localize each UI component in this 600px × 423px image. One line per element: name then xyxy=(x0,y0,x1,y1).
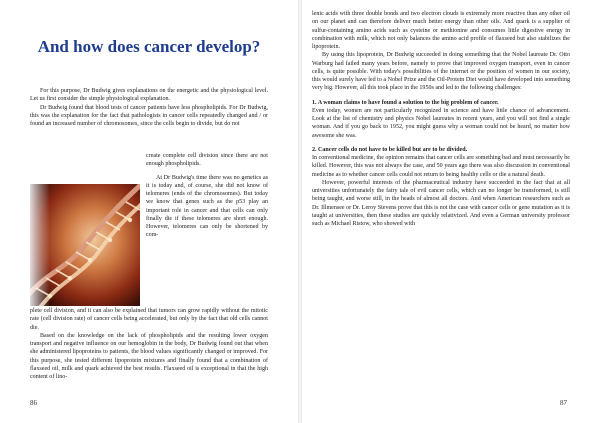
paragraph: plete cell division, and it can also be explained that tumors can grow rapidly without the mitotic rate (cell division rate) of cancer cells being accelerated, but only by the fact that old cells cannot die. xyxy=(30,308,268,331)
left-text-bottom xyxy=(30,307,268,381)
page-number: 87 xyxy=(560,399,567,407)
paragraph: At Dr Budwig's time there was no genetics as it is today and, of course, she did not know of telomeres (ends of the chromosomes). But today we know that genes such as the p53 play an important role in cancer and that cells can only finally die if these telomeres are short enough. However, telomeres can only be shortened by com- xyxy=(146,174,268,239)
dna-helix-illustration xyxy=(30,184,140,306)
paragraph: In conventional medicine, the opinion remains that cancer cells are something bad and must necessarily be killed. However, this was not always the case, and 50 years ago there was also discussion in conventional medicine as to whether cancer cells could not return to being healthy cells or die a natural death. xyxy=(312,155,570,178)
paragraph: Dr Budwig found that blood tests of cancer patients have less phospholipids. For Dr Budwig, this was the explanation for the fact that pathologists in cancer cells repeatedly changed and / or found an increased number of chromosomes, since the cells begin to divide, but do not xyxy=(30,104,268,127)
left-text-wrap xyxy=(146,152,268,240)
right-page xyxy=(302,0,598,423)
paragraph: Based on the knowledge on the lack of phospholipids and the resulting lower oxygen transport and negative influence on our hemoglobin in the body, Dr Budwig found out that when she administered lipoproteins to patients, the blood values significantly changed or improved. For this purpose, she tested different lipoprotein mixtures and finally found that a combination of flaxseed oil, milk and quark achieved the best results. Flaxseed oil is exceptional in that the high content of lino- xyxy=(30,332,268,380)
section-heading: 1. A woman claims to have found a solution to the big problem of cancer. xyxy=(312,99,499,106)
chapter-title: And how does cancer develop? xyxy=(37,37,261,56)
paragraph: create complete cell division since there are not enough phospholipids. xyxy=(146,153,268,168)
paragraph: For this purpose, Dr Budwig gives explanations on the energetic and the physiological level. Let us first consider the simple physiological explanation. xyxy=(30,88,268,103)
left-page xyxy=(0,0,296,423)
paragraph: However, powerful interests of the pharmaceutical industry have succeeded in the fact that at all universities unfortunately the fairy tale of evil cancer cells, which can no longer be transformed, is still being taught, and worse still, in the heads of almost all doctors. And when American researchers such as Dr. Illmensee or Dr. Leroy Stevens prove that this is not the case with cancer cells or gene mutation as it is taught at universities, then these studies are quickly relativized. And even a German university professor such as Michael Ristow, who showed with xyxy=(312,179,570,227)
paragraph: By using this lipoprotein, Dr Budwig succeeded in doing something that the Nobel laureate Dr. Otto Warburg had failed many years before, namely to prove that improved oxygen transport, even in cancer cells, is quite possible. With today's possibilities of the internet or the position of women in our society, this would surely have led to a Nobel Prize and the Oil-Protein Diet would have developed into something very big. However, all this took place in the 1950s and led to the following challenges: xyxy=(312,52,570,92)
page-number: 86 xyxy=(30,399,37,407)
paragraph: Even today, women are not particularly recognized in science and have little chance of advancement. Look at the list of chemistry and physics Nobel laureates in recent years, and you will not find a single woman. And if you go back to 1952, you might guess why a woman could not be heard, no matter how awesome she was. xyxy=(312,107,570,139)
paragraph: lenic acids with three double bonds and two electron clouds is extremely more reactive than any other oil on our planet and can therefore deliver much better energy than other oils. And quark is a supplier of sulfur-containing amino acids such as cysteine or methionine and consumes little digestive energy in combination with milk, which not only balances the amino acid profile of flaxseed but also stabilizes the lipoprotein. xyxy=(312,11,570,50)
left-text-top xyxy=(30,87,268,128)
section-heading: 2. Cancer cells do not have to be killed but are to be divided. xyxy=(312,146,468,153)
right-text xyxy=(312,10,570,228)
